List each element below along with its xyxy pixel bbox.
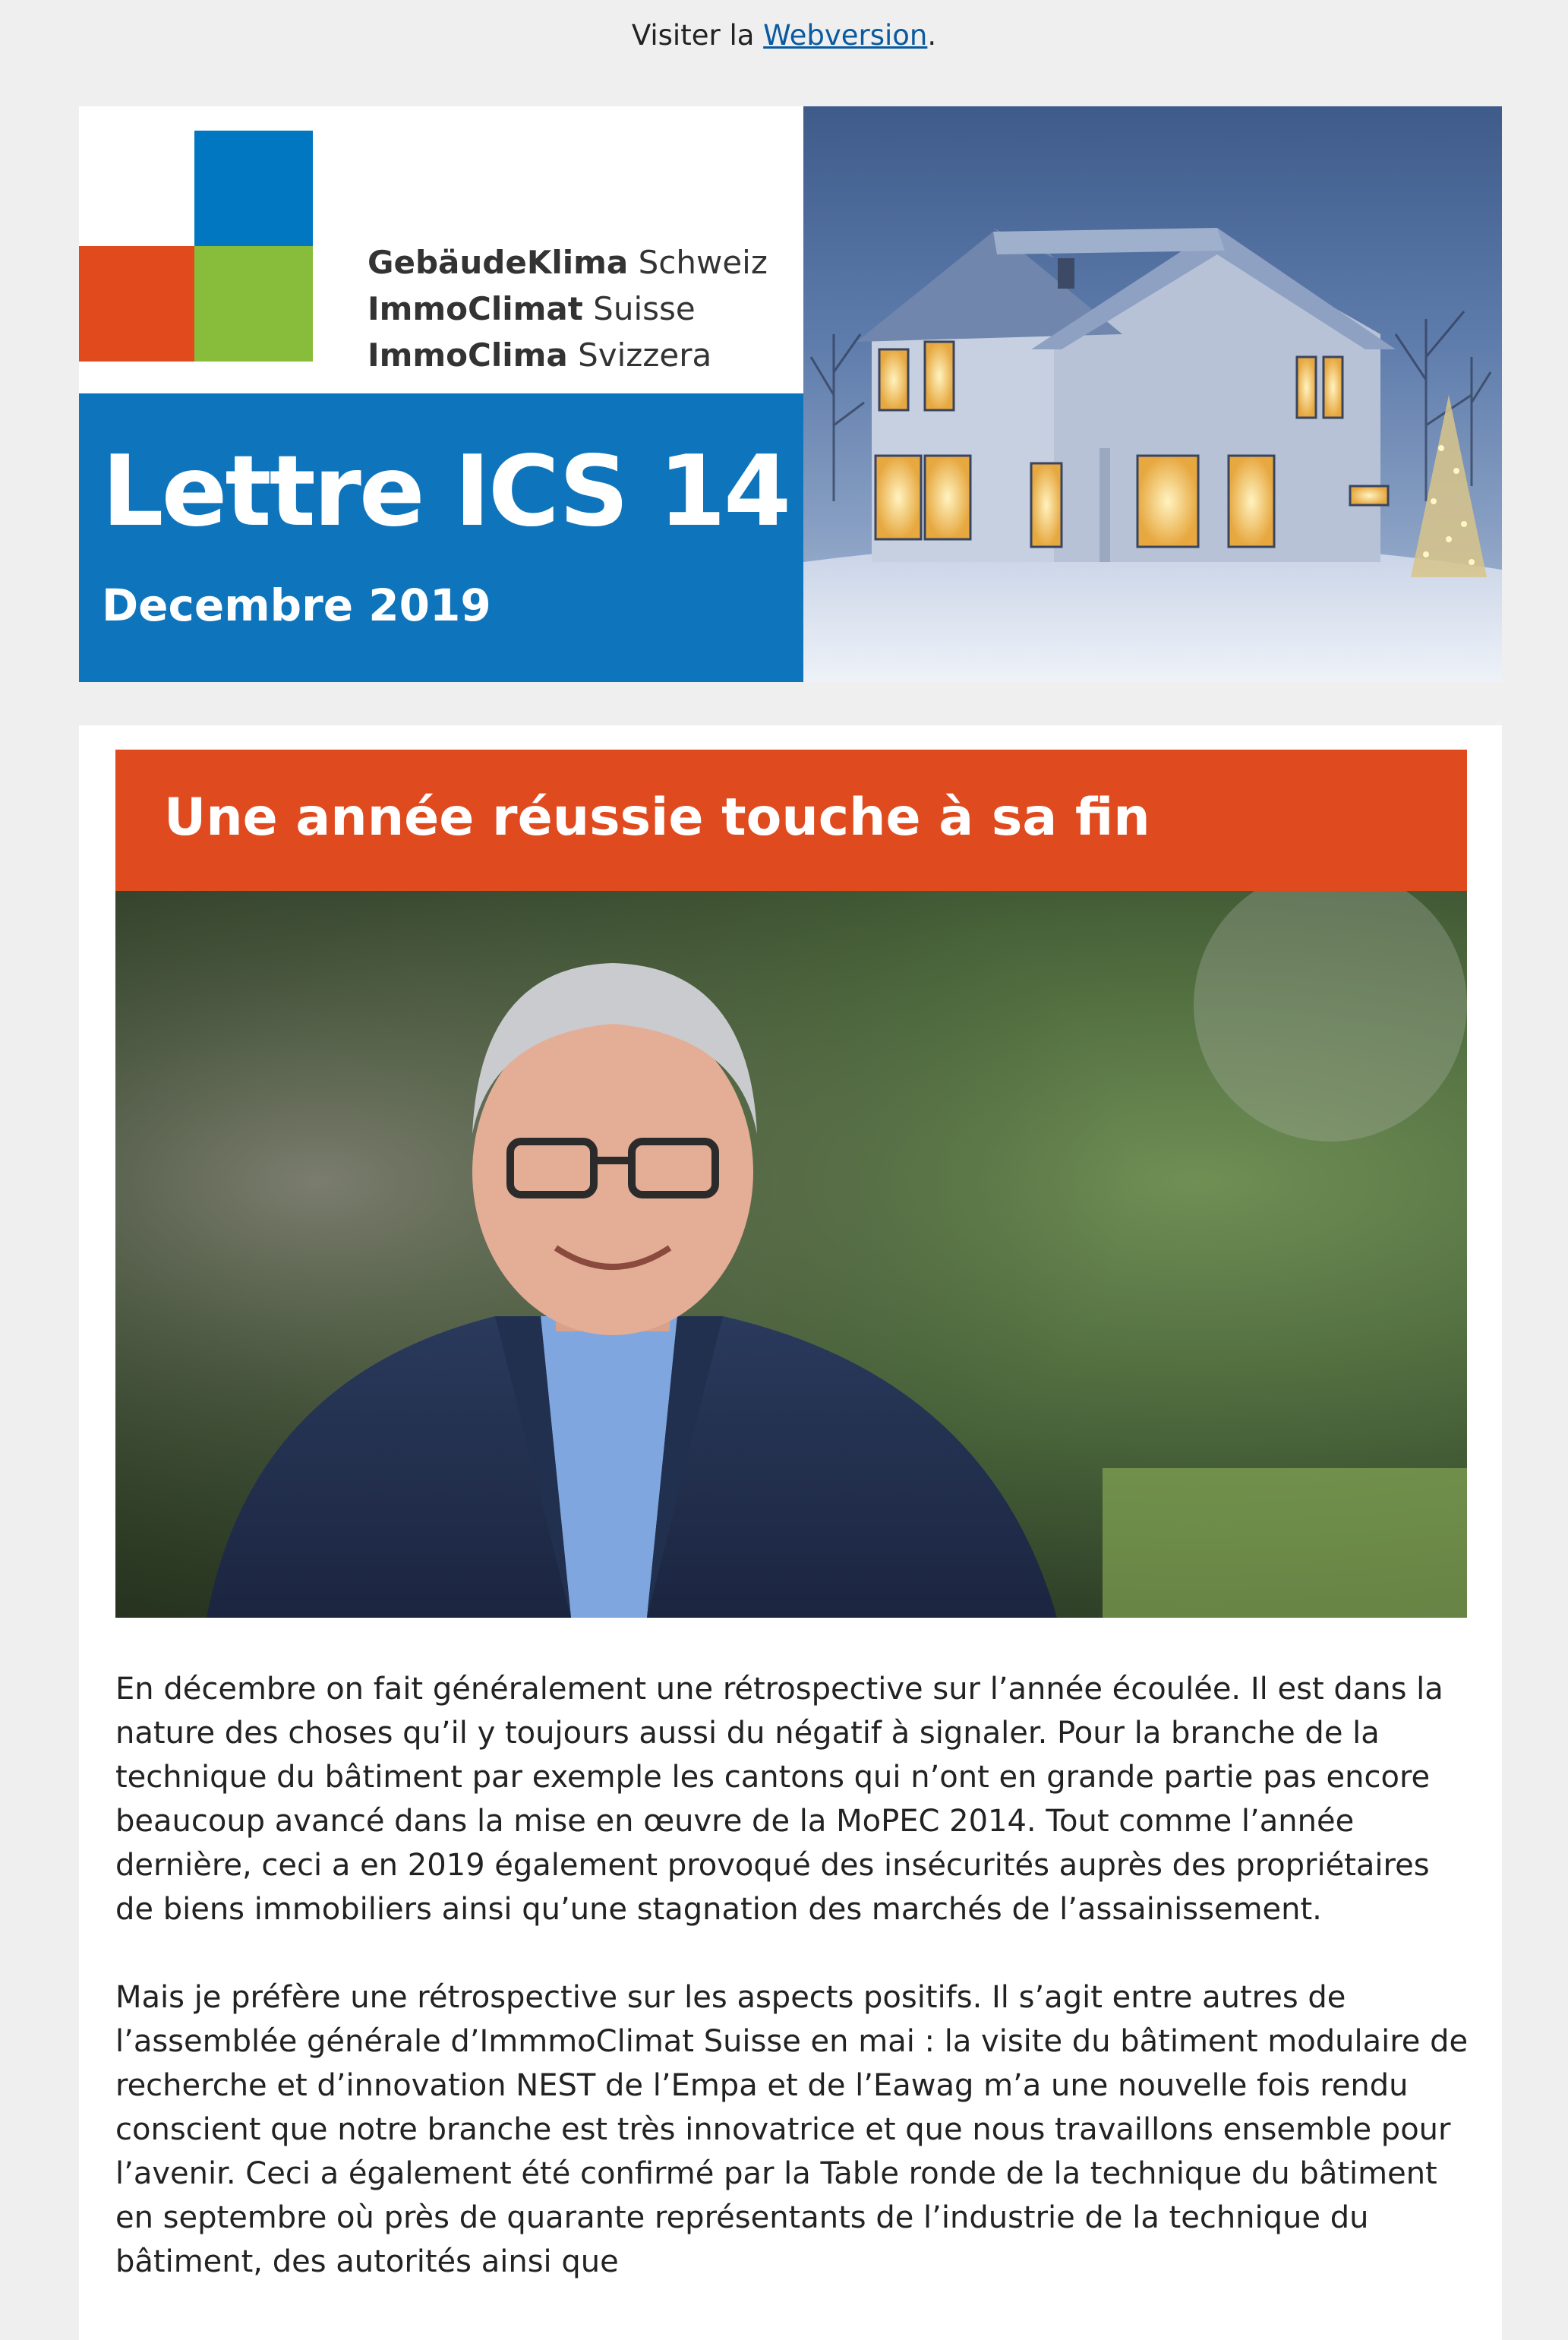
article-body xyxy=(115,1667,1475,2328)
winter-house-photo xyxy=(803,106,1502,682)
article-title: Une année réussie touche à sa fin xyxy=(164,788,1150,848)
logo-square-green xyxy=(194,246,313,362)
article-card xyxy=(79,725,1502,2340)
brand-line-de: GebäudeKlima Schweiz xyxy=(368,244,768,281)
article-paragraph-1: En décembre on fait généralement une rétrospective sur l’année écoulée. Il est dans la nature des choses qu’il y toujours aussi du négatif à signaler. Pour la branche de la technique du bâtiment par exemple les cantons qui n’ont en grande partie pas encore beaucoup avancé dans la mise en œuvre de la MoPEC 2014. Tout comme l’année dernière, ceci a en 2019 également provoqué des insécurités auprès des propriétaires de biens immobiliers ainsi qu’une stagnation des marchés de l’assainissement. xyxy=(115,1672,1443,1927)
logo-square-blue xyxy=(194,131,313,249)
issue-band xyxy=(79,393,803,682)
webversion-link[interactable]: Webversion xyxy=(763,19,928,52)
logo-square-red xyxy=(79,246,194,362)
webversion-prefix: Visiter la xyxy=(631,19,764,52)
header-branding xyxy=(79,106,803,682)
brand-line-it: ImmoClima Svizzera xyxy=(368,336,712,374)
article-paragraph-2: Mais je préfère une rétrospective sur les aspects positifs. Il s’agit entre autres de l’assemblée générale d’ImmmoClimat Suisse en mai : la visite du bâtiment modulaire de recherche et d’innovation NEST de l’Empa et de l’Eawag m’a une nouvelle fois rendu conscient que notre branche est très innovatrice et que nous travaillons ensemble pour l’avenir. Ceci a également été confirmé par la Table ronde de la technique du bâtiment en septembre où près de quarante représentants de l’industrie de la technique du bâtiment, des autorités ainsi que xyxy=(115,1980,1469,2279)
issue-date: Decembre 2019 xyxy=(102,579,491,631)
issue-title: Lettre ICS 14 xyxy=(102,435,790,548)
webversion-bar xyxy=(0,0,1568,71)
webversion-suffix: . xyxy=(927,19,937,52)
brand-names xyxy=(368,239,768,378)
newsletter-header xyxy=(79,106,1502,682)
author-portrait xyxy=(115,891,1467,1618)
article-title-bar xyxy=(115,750,1467,892)
house-illustration xyxy=(803,106,1502,682)
brand-line-fr: ImmoClimat Suisse xyxy=(368,290,696,327)
portrait-illustration xyxy=(115,891,1467,1618)
